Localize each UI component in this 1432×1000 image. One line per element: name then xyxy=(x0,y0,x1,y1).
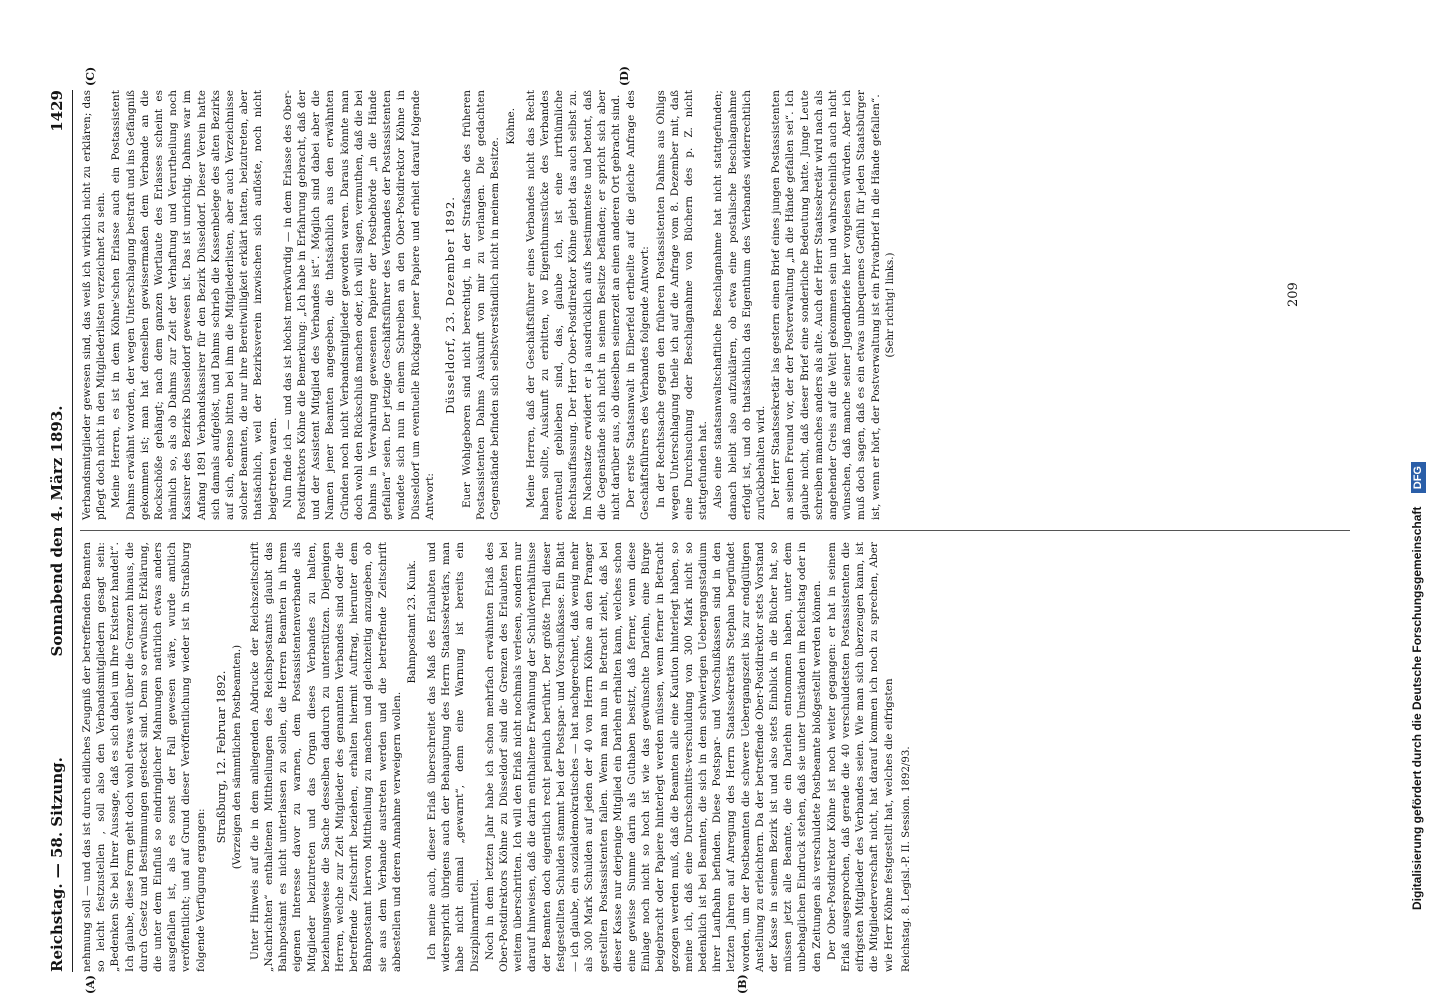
right-column xyxy=(80,90,901,520)
signature-bahnpostamt: Bahnpostamt 23. Kunk. xyxy=(406,560,419,684)
left-column xyxy=(80,542,924,972)
margin-marker-c: (C) xyxy=(84,66,97,86)
margin-marker-b: (B) xyxy=(736,974,749,994)
margin-marker-d: (D) xyxy=(618,66,631,86)
digitization-strip xyxy=(1402,0,1432,1000)
right-paragraph: Also eine staatsanwaltschaftliche Beschlagnahme hat nicht stattgefunden; danach bleibt also aufzuklären, ob etwa eine postalische Beschlagnahme erfolgt ist, und ob thatsächlich das Eigenthum des Verbandes widerrechtlich zurückbehalten wird. xyxy=(712,90,767,520)
interjection: (Sehr richtig! links.) xyxy=(884,252,896,358)
right-paragraph: Nun finde ich — und das ist höchst merkwürdig — in dem Erlasse des Ober-Postdirektors Köhne die Bemerkung: „Ich habe in Erfahrung gebracht, daß der und der Assistent Mitglied des Verbandes ist“. Möglich sind dabei aber die Namen jener Beamten angegeben, die thatsächlich aus den erwähnten Gründen noch nicht Verbandsmitglieder geworden waren. Daraus könnte man doch wohl den Rückschluß machen oder, ich will sagen, vermuthen, daß die bei Dahms in Verwahrung gewesenen Papiere der Postbehörde „in die Hände gefallen“ seien. Der jetzige Geschäftsführer des Verbandes der Postassistenten wendete sich nun in einem Schreiben an den Ober-Postdirektor Köhne in Düsseldorf um eventuelle Rückgabe jener Papiere und erhielt darauf folgende Antwort: xyxy=(281,90,436,520)
digitization-credit xyxy=(1402,0,1432,1000)
rotated-page xyxy=(40,60,1392,1000)
dateline-duesseldorf: Düsseldorf, 23. Dezember 1892. xyxy=(443,196,458,414)
signature-page-number: 209 xyxy=(1286,282,1301,307)
right-paragraph: Euer Wohlgeboren sind nicht berechtigt, in der Strafsache des früheren Postassistenten Dahms Auskunft von mir zu verlangen. Die gedachten Gegenstände befinden sich selbstverständlich nicht in meinem Besitze. xyxy=(461,90,502,520)
signature-koehne: Köhne. xyxy=(504,108,517,145)
running-header xyxy=(46,90,73,972)
right-paragraph: Verbandsmitglieder gewesen sind, das weiß ich wirklich nicht zu erklären; das pflegt doch nicht in den Mitgliederlisten verzeichnet zu sein. xyxy=(81,90,108,520)
right-paragraph: Der erste Staatsanwalt in Elberfeld ertheilte auf die gleiche Anfrage des Geschäftsführers des Verbandes folgende Antwort: xyxy=(625,90,652,520)
right-paragraph: Meine Herren, es ist in dem Köhne'schen Erlasse auch ein Postassistent Dahms erwähnt worden, der wegen Unterschlagung bestraft und ins Gefängniß gekommen ist; man hat denselben gewissermaßen dem Verbande an die Rockschöße gehängt; nach dem ganzen Wortlaute des Erlasses scheint es nämlich so, als ob Dahms zur Zeit der Verhaftung und Verurtheilung noch Kassirer des Bezirks Düsseldorf gewesen ist. Das ist unrichtig. Dahms war im Anfang 1891 Verbandskassirer für den Bezirk Düsseldorf. Dieser Verein hatte sich damals aufgelöst, und Dahms schrieb die Kassenbelege des alten Bezirks auf sich, ebenso bitten bei ihm die Mitgliederlisten, aber auch Verzeichnisse solcher Beamten, die nur ihre Bereitwilligkeit erklärt hatten, beizutreten, aber thatsächlich, weil der Bezirksverein inzwischen sich auflöste, noch nicht beigetreten waren. xyxy=(110,90,279,520)
left-paragraph: Ich meine auch, dieser Erlaß überschreitet das Maß des Erlaubten und widerspricht übrigens auch der Behauptung des Herrn Staatssekretärs, man habe nicht einmal „gewarnt“, denn eine Warnung ist bereits ein Disziplinarmittel. xyxy=(426,542,481,972)
dateline-strassburg: Straßburg, 12. Februar 1892. xyxy=(213,670,228,844)
header-page-number: 1429 xyxy=(48,90,66,132)
margin-marker-a: (A) xyxy=(84,975,97,994)
dateline-note: (Vorzeigen den sämmtlichen Postbeamten.) xyxy=(231,644,243,870)
left-paragraph: Unter Hinweis auf die in dem anliegenden Abdrucke der Reichszeitschrift „Nachrichten“ enthaltenen Mittheilungen des Reichspostamts glaubt das Bahnpostamt es nicht unterlassen zu sollen, die Herren Beamten in ihrem eigenen Interesse davor zu warnen, dem Postassistentenverbande als Mitglieder beizutreten und das Organ dieses Verbandes zu halten, beziehungsweise die Sache desselben dadurch zu unterstützen. Diejenigen Herren, welche zur Zeit Mitglieder des genannten Verbandes sind oder die betreffende Zeitschrift beziehen, erhalten hiermit Auftrag, hierunter dem Bahnpostamt hiervon Mittheilung zu machen und gleichzeitig anzugeben, ob sie aus dem Verbande austreten werden und die betreffende Zeitschrift abbestellen und deren Annahme verweigern wollen. xyxy=(248,542,403,972)
credit-text: Digitalisierung gefördert durch die Deutsche Forschungsgemeinschaft xyxy=(1410,506,1424,910)
left-paragraph: Der Ober-Postdirektor Köhne ist noch weiter gegangen: er hat in seinem Erlaß ausgesprochen, daß gerade die 40 verschuldetsten Postassistenten die eifrigsten Mitglieder des Verbandes seien. Wie man sich überzeugen kann, ist die Mitgliederverschaft nicht, hat darauf kommen ich noch zu sprechen, Aber wie Herr Köhne festgestellt hat, welches die eifrigsten xyxy=(825,542,895,972)
left-paragraph: Noch in dem letzten Jahr habe ich schon mehrfach erwähnten Erlaß des Ober-Postdirektors Köhne zu Düsseldorf sind die Grenzen des Erlaubten bei weitem überschritten. Ich will den Erlaß nicht nochmals verlesen, sondern nur darauf hinweisen, daß die darin enthaltene Erwähnung der Schuldverhältnisse der Beamten doch eigentlich recht peinlich berührt. Der größte Theil dieser festgestellten Schulden stammt bei der Postspar- und Vorschußkasse. Ein Blatt — ich glaube, ein sozialdemokratisches — hat nachgerechnet, daß wenig mehr als 300 Mark Schulden auf jeden der 40 von Herrn Köhne an den Pranger gestellten Postassistenten fallen. Wenn man nun in Betracht zieht, daß bei dieser Kasse nur derjenige Mitglied ein Darlehn erhalten kann, welches schon eine gewisse Summe darin als Guthaben besitzt, daß ferner, wenn diese Einlage noch nicht so hoch ist wie das gewünschte Darlehn, eine Bürge beigebracht oder Papiere hinterlegt werden müssen, wenn ferner in Betracht gezogen werden muß, daß die Beamten alle eine Kaution hinterlegt haben, so meine ich, daß eine Durchschnitts-verschuldung von 300 Mark nicht so bedenklich ist bei Beamten, die sich in dem schwierigen Uebergangsstadium ihrer Laufbahn befinden. Diese Postspar- und Vorschußkassen sind in den letzten Jahren auf Anregung des Herrn Staatssekretärs Stephan begründet worden, um der Postbeamten die schwere Uebergangszeit bis zur endgültigen Anstellung zu erleichtern. Da der betreffende Ober-Postdirektor stets Vorstand der Kasse in seinem Bezirk ist und also stets Einblick in die Bücher hat, so müssen jetzt alle Beamte, die ein Darlehn entnommen haben, unter dem unbehaglichen Eindruck stehen, daß sie unter Umständen im Reichstag oder in den Zeitungen als verschuldete Postbeamte bloßgestellt werden können. xyxy=(483,542,823,972)
right-paragraph: In der Rechtssache gegen den früheren Postassistenten Dahms aus Ohligs wegen Unterschlagung theile ich auf die Anfrage vom 8. Dezember mit, daß eine Durchsuchung oder Beschlagnahme von Büchern des p. Z. nicht stattgefunden hat. xyxy=(654,90,710,520)
page-footer: Reichstag. 8. Legisl.-P. II. Session. 1892/93. xyxy=(900,746,912,972)
header-date: Sonnabend den 4. März 1893. xyxy=(48,405,66,657)
column-divider xyxy=(80,530,1350,531)
right-paragraph: Der Herr Staatssekretär las gestern einen Brief eines jungen Postassistenten an seinen Freund vor, der der Postverwaltung „in die Hände gefallen sei“. Ich glaube nicht, daß dieser Brief eine sonderliche Bedeutung hatte. Junge Leute schreiben manches anders als alte. Auch der Herr Staatssekretär wird nach als angehender Greis auf die Welt gekommen sein und wahrscheinlich auch nicht wünschen, daß manche seiner Jugendbriefe hier vorgelesen würden. Aber ich muß doch sagen, daß es ein etwas unbequemes Gefühl für jeden Staatsbürger ist, wenn er hört, der Postverwaltung ist ein Privatbrief in die Hände gefallen“. xyxy=(770,90,882,520)
right-paragraph: Meine Herren, daß der Geschäftsführer eines Verbandes nicht das Recht haben sollte, Auskunft zu erbitten, wo Eigenthumsstücke des Verbandes eventuell geblieben sind, das, glaube ich, ist eine irrthümliche Rechtsauffassung. Der Herr Ober-Postdirektor Köhne giebt das auch selbst zu. Im Nachsatze erwidert er ja ausdrücklich aufs bestimmteste und betont, daß die Gegenstände sich nicht in seinem Besitze befänden; er spricht sich aber nicht darüber aus, ob dieselben seinerzeit an einen anderen Ort gebracht sind. xyxy=(524,90,622,520)
header-left: Reichstag. — 58. Sitzung. xyxy=(48,757,66,972)
left-paragraph: nehmung soll — und das ist durch eidliches Zeugniß der betreffenden Beamten so leicht festzustellen , soll also den Verbandsmitgliedern gesagt sein: „Bedenken Sie bei Ihrer Aussage, daß es sich dabei um Ihre Existenz handelt“. Ich glaube, diese Form geht doch wohl etwas weit über die Grenzen hinaus, die durch Gesetz und Bestimmungen gesteckt sind. Denn so erwünscht Erklärung, die unter dem Einfluß so eindringlicher Mahnungen natürlich etwas anders ausgefallen ist, als es sonst der Fall gewesen wäre, wurde amtlich veröffentlicht; und auf Grund dieser Veröffentlichung wieder ist in Straßburg folgende Verfügung ergangen: xyxy=(81,542,207,972)
dfg-logo: DFG xyxy=(1411,462,1426,493)
